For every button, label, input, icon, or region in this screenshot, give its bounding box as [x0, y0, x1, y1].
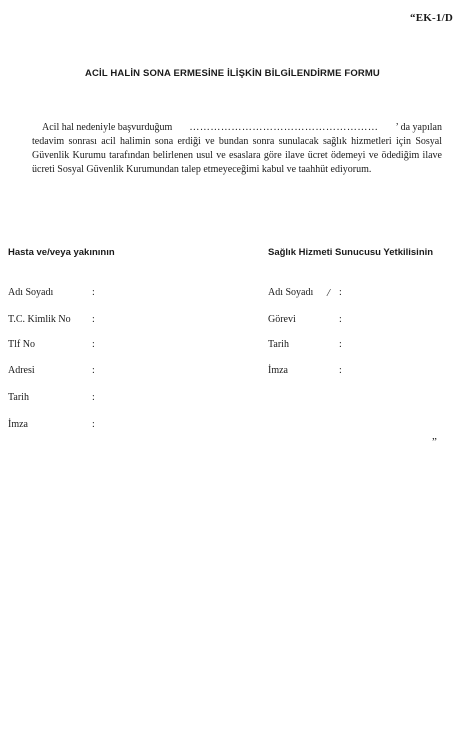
form-title: ACİL HALİN SONA ERMESİNE İLİŞKİN BİLGİLENDİRME FORMU	[85, 68, 380, 79]
patient-signature-label: İmza	[8, 419, 28, 430]
provider-position-colon: :	[339, 314, 342, 325]
handwritten-mark: /	[327, 287, 331, 299]
provider-section-heading: Sağlık Hizmeti Sunucusu Yetkilisinin	[268, 247, 434, 258]
provider-name-colon: :	[339, 287, 342, 298]
declaration-line-1-end: ’ da yapılan	[395, 122, 442, 133]
patient-name-colon: :	[92, 287, 95, 298]
patient-address-colon: :	[92, 365, 95, 376]
patient-name-label: Adı Soyadı	[8, 287, 54, 298]
patient-id-colon: :	[92, 314, 95, 325]
declaration-paragraph	[32, 121, 442, 177]
patient-date-label: Tarih	[8, 392, 29, 403]
patient-id-label: T.C. Kimlik No	[8, 314, 71, 325]
patient-signature-colon: :	[92, 419, 95, 430]
provider-signature-colon: :	[339, 365, 342, 376]
patient-phone-label: Tlf No	[8, 339, 35, 350]
declaration-line-1-start: Acil hal nedeniyle başvurduğum	[42, 122, 173, 133]
patient-phone-colon: :	[92, 339, 95, 350]
patient-section-heading: Hasta ve/veya yakınının	[8, 247, 115, 258]
patient-date-colon: :	[92, 392, 95, 403]
provider-signature-label: İmza	[268, 365, 288, 376]
annex-label: “EK-1/D	[410, 12, 453, 24]
provider-date-label: Tarih	[268, 339, 289, 350]
provider-position-label: Görevi	[268, 314, 296, 325]
provider-name-label: Adı Soyadı	[268, 287, 314, 298]
provider-date-colon: :	[339, 339, 342, 350]
closing-quote: ”	[432, 436, 437, 448]
declaration-line-2: tedavim sonrası acil halimin sona erdiği ve bundan sonra sunulacak sağlık hizmetleri için Sosyal	[32, 136, 442, 147]
patient-address-label: Adresi	[8, 365, 35, 376]
declaration-line-4: ücreti Sosyal Güvenlik Kurumundan talep etmeyeceğimi kabul ve taahhüt ediyorum.	[32, 164, 372, 175]
hospital-name-blank: ………………………………………………	[189, 122, 379, 133]
declaration-line-1	[32, 121, 442, 135]
declaration-line-3: Güvenlik Kurumu tarafından belirlenen usul ve esaslara göre ilave ücret ödemeyi ve ödediğim ilave	[32, 150, 442, 161]
